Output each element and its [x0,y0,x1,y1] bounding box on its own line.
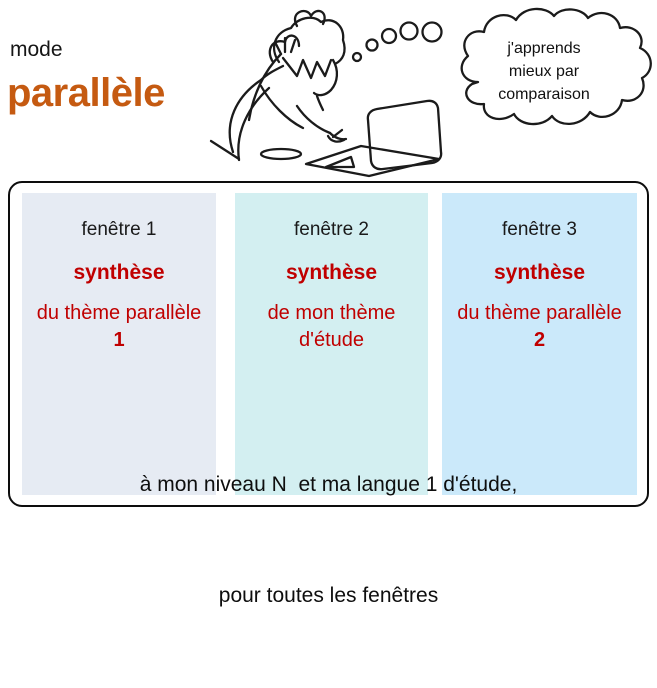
window-2-title: fenêtre 2 [294,219,369,240]
thought-line: comparaison [498,86,590,103]
window-2-heading: synthèse [285,261,378,284]
window-2-detail-line2: d'étude [299,329,364,351]
mode-label: mode [10,38,63,61]
thought-dot-icon [353,53,361,61]
person-hand-keyboard [328,130,346,142]
thought-dot-icon [382,29,396,43]
hair-fringe [283,58,331,78]
thought-bubble-text [458,37,630,106]
thinking-person-at-laptop-icon [205,0,465,178]
window-1-detail [22,300,216,354]
thought-dot-icon [423,23,442,42]
thought-dot-icon [367,40,378,51]
thought-line: mieux par [508,63,580,80]
footer-line-1: à mon niveau N et ma langue 1 d'étude, [139,473,518,496]
window-3-detail-line1: du thème parallèle [457,302,622,324]
window-1-heading: synthèse [73,261,165,284]
window-2-detail [235,300,428,354]
panel-footer-text [8,392,649,688]
window-3-heading: synthèse [493,261,586,284]
thought-dot-icon [401,23,418,40]
desk-edge-line [211,141,239,159]
neck-line [317,96,323,110]
person-back [230,66,283,152]
window-1-detail-line2: 1 [113,329,125,351]
face-outline [314,60,337,95]
laptop-touchpad [326,157,354,167]
window-3-title: fenêtre 3 [502,219,577,240]
page-title: parallèle [7,71,165,115]
laptop-screen [368,101,441,169]
footer-line-2: pour toutes les fenêtres [218,584,439,607]
person-arm-laptop [297,106,330,133]
window-2-detail-line1: de mon thème [267,302,396,324]
thought-line: j'apprends [507,40,581,57]
mouse-icon [261,149,301,159]
person-forearm [249,54,281,120]
laptop-base [306,146,439,176]
window-1-detail-line1: du thème parallèle [36,302,202,324]
window-1-title: fenêtre 1 [81,219,157,240]
window-3-detail [442,300,637,354]
window-3-detail-line2: 2 [533,329,546,351]
